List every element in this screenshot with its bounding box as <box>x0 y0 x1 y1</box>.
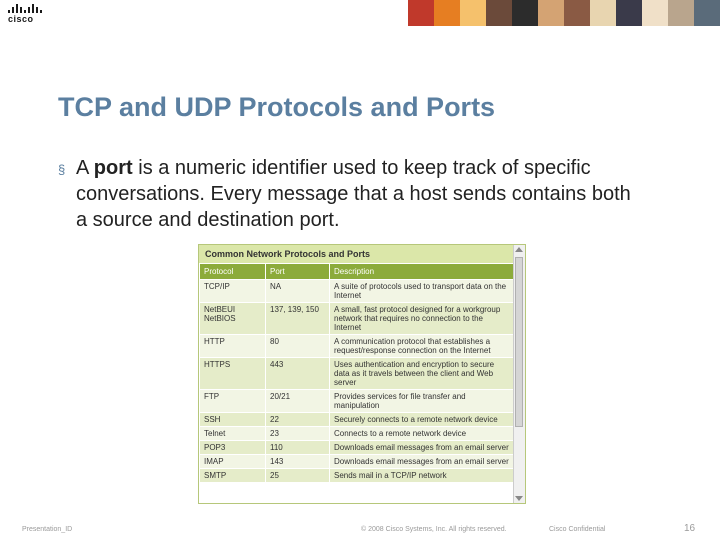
protocol-cell: HTTP <box>200 335 266 358</box>
header-photo <box>668 0 694 26</box>
description-cell: Downloads email messages from an email server <box>330 455 516 469</box>
logo-wordmark: cisco <box>8 14 34 24</box>
protocol-table <box>199 263 515 483</box>
protocol-table-panel <box>198 244 526 504</box>
bullet-lead: A <box>76 157 94 179</box>
port-cell: 80 <box>266 335 330 358</box>
table-row <box>200 427 516 441</box>
port-cell: 137, 139, 150 <box>266 303 330 335</box>
protocol-cell: SMTP <box>200 469 266 483</box>
footer-copyright: © 2008 Cisco Systems, Inc. All rights reserved. <box>361 526 507 533</box>
protocol-cell: Telnet <box>200 427 266 441</box>
description-cell: A suite of protocols used to transport data on the Internet <box>330 280 516 303</box>
header-photo <box>460 0 486 26</box>
protocol-cell: POP3 <box>200 441 266 455</box>
header-photo <box>408 0 434 26</box>
bullet-marker-icon: § <box>58 162 66 177</box>
header-photo <box>434 0 460 26</box>
table-row <box>200 469 516 483</box>
description-cell: Sends mail in a TCP/IP network <box>330 469 516 483</box>
header-photo <box>538 0 564 26</box>
protocol-cell: HTTPS <box>200 358 266 390</box>
header-photo <box>642 0 668 26</box>
protocol-cell: IMAP <box>200 455 266 469</box>
cisco-bridge-icon <box>8 4 44 13</box>
table-row <box>200 358 516 390</box>
protocol-cell: TCP/IP <box>200 280 266 303</box>
bullet-rest: is a numeric identifier used to keep track of specific conversations. Every message that a host sends contains both a source and destination port. <box>76 157 631 231</box>
page-number: 16 <box>684 523 696 534</box>
header-photo <box>616 0 642 26</box>
description-cell: Connects to a remote network device <box>330 427 516 441</box>
header-photo <box>590 0 616 26</box>
protocol-cell: SSH <box>200 413 266 427</box>
header-description: Description <box>330 264 516 280</box>
table-row <box>200 280 516 303</box>
port-cell: 20/21 <box>266 390 330 413</box>
table-row <box>200 441 516 455</box>
description-cell: A small, fast protocol designed for a workgroup network that requires no connection to the Internet <box>330 303 516 335</box>
header-port: Port <box>266 264 330 280</box>
port-cell: 443 <box>266 358 330 390</box>
table-scroll-area[interactable] <box>199 263 515 504</box>
table-scrollbar[interactable] <box>513 245 525 503</box>
table-row <box>200 455 516 469</box>
header-photo <box>694 0 720 26</box>
port-cell: 25 <box>266 469 330 483</box>
header-band <box>0 0 720 26</box>
scroll-thumb[interactable] <box>515 257 523 427</box>
table-row <box>200 413 516 427</box>
port-cell: 143 <box>266 455 330 469</box>
header-photo-strip <box>408 0 720 26</box>
table-caption: Common Network Protocols and Ports <box>199 245 525 263</box>
port-cell: 23 <box>266 427 330 441</box>
footer-presentation-id: Presentation_ID <box>22 526 73 533</box>
footer-confidential: Cisco Confidential <box>549 526 606 533</box>
port-cell: 22 <box>266 413 330 427</box>
port-cell: 110 <box>266 441 330 455</box>
protocol-cell: NetBEUI NetBIOS <box>200 303 266 335</box>
header-photo <box>486 0 512 26</box>
port-cell: NA <box>266 280 330 303</box>
table-header-row <box>200 264 516 280</box>
protocol-cell: FTP <box>200 390 266 413</box>
cisco-logo <box>8 4 44 24</box>
bullet-bold-term: port <box>93 157 133 179</box>
header-protocol: Protocol <box>200 264 266 280</box>
table-row <box>200 390 516 413</box>
description-cell: Securely connects to a remote network device <box>330 413 516 427</box>
header-photo <box>564 0 590 26</box>
description-cell: Downloads email messages from an email server <box>330 441 516 455</box>
table-body <box>200 280 516 483</box>
bullet-text <box>76 155 638 233</box>
description-cell: Uses authentication and encryption to secure data as it travels between the client and Web server <box>330 358 516 390</box>
description-cell: A communication protocol that establishes a request/response connection on the Internet <box>330 335 516 358</box>
table-row <box>200 303 516 335</box>
slide-title: TCP and UDP Protocols and Ports <box>58 92 496 122</box>
bullet-point <box>58 155 638 233</box>
description-cell: Provides services for file transfer and manipulation <box>330 390 516 413</box>
table-row <box>200 335 516 358</box>
scroll-up-arrow-icon[interactable] <box>515 247 523 252</box>
header-photo <box>512 0 538 26</box>
scroll-down-arrow-icon[interactable] <box>515 496 523 501</box>
